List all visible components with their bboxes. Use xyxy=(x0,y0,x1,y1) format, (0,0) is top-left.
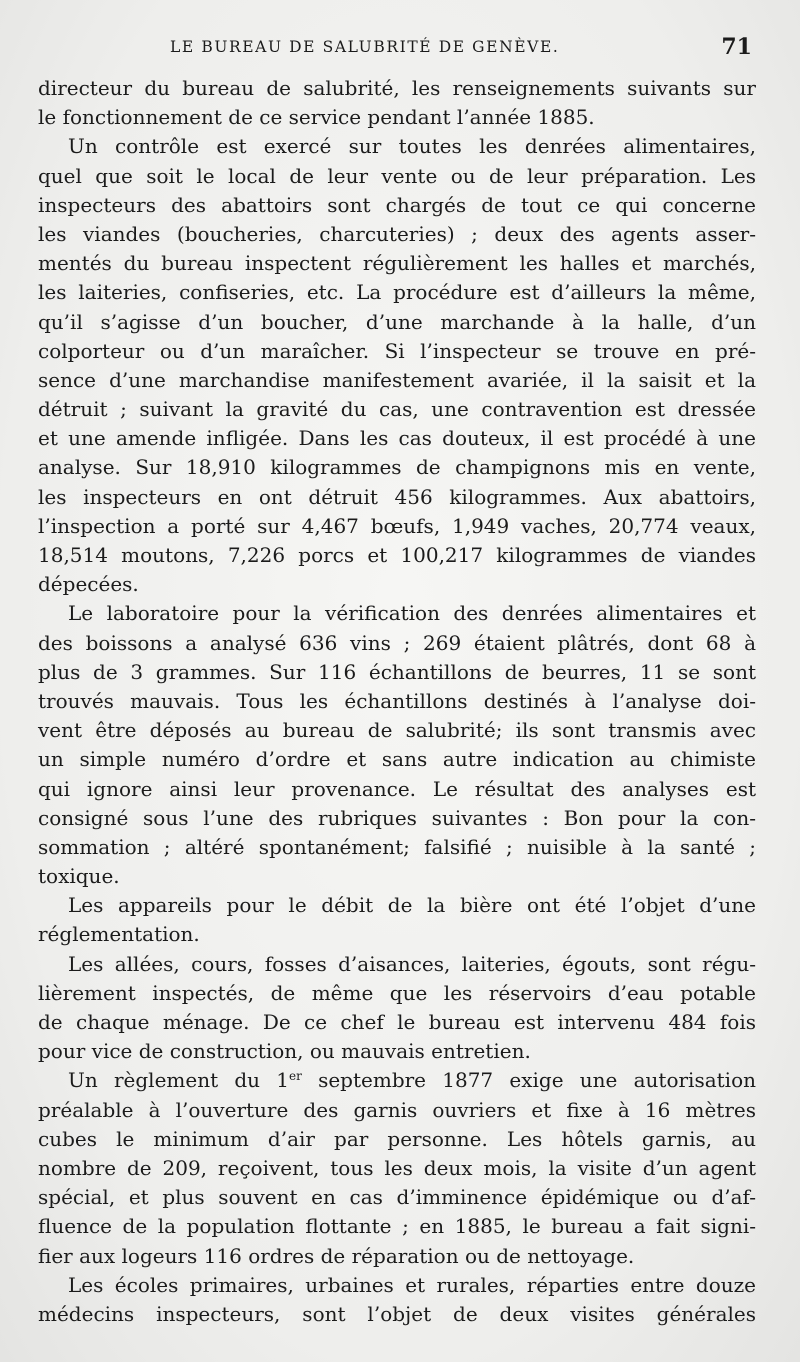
text-line-content: les laiteries, confiseries, etc. La procédure est d’ailleurs la même, xyxy=(38,280,756,305)
text-line xyxy=(38,366,756,395)
text-line-content: qu’il s’agisse d’un boucher, d’une marchande à la halle, d’un xyxy=(38,309,756,334)
text-line-content: spécial, et plus souvent en cas d’imminence épidémique ou d’af- xyxy=(38,1185,756,1210)
text-line xyxy=(38,278,756,307)
text-line-content: inspecteurs des abattoirs sont chargés de tout ce qui concerne xyxy=(38,192,756,217)
text-line-content: les inspecteurs en ont détruit 456 kilogrammes. Aux abattoirs, xyxy=(38,484,756,509)
text-line xyxy=(38,453,756,482)
text-line xyxy=(38,1096,756,1125)
text-line-content: lièrement inspectés, de même que les réservoirs d’eau potable xyxy=(38,980,756,1005)
text-line-content: consigné sous l’une des rubriques suivantes : Bon pour la con- xyxy=(38,805,756,830)
text-line xyxy=(38,920,756,949)
text-line-content: des boissons a analysé 636 vins ; 269 étaient plâtrés, dont 68 à xyxy=(38,630,756,655)
text-line xyxy=(38,308,756,337)
text-line-content: sommation ; altéré spontanément; falsifié ; nuisible à la santé ; xyxy=(38,834,756,859)
text-line-content: de chaque ménage. De ce chef le bureau est intervenu 484 fois xyxy=(38,1010,756,1034)
text-line xyxy=(38,74,756,103)
text-line-content: analyse. Sur 18,910 kilogrammes de champignons mis en vente, xyxy=(38,455,756,480)
text-line xyxy=(38,132,756,161)
text-line xyxy=(38,833,756,862)
text-line xyxy=(38,862,756,891)
text-line xyxy=(38,1271,756,1300)
text-line xyxy=(38,599,756,628)
text-line-content: un simple numéro d’ordre et sans autre indication au chimiste xyxy=(38,747,756,772)
superscript: er xyxy=(289,1069,302,1084)
text-line xyxy=(38,1212,756,1241)
text-line-content: Le laboratoire pour la vérification des denrées alimentaires et xyxy=(68,601,756,626)
text-line-content: qui ignore ainsi leur provenance. Le résultat des analyses est xyxy=(38,776,756,801)
text-line xyxy=(38,1242,756,1271)
text-line xyxy=(38,395,756,424)
text-line-content: mentés du bureau inspectent régulièrement les halles et marchés, xyxy=(38,251,756,276)
text-line-content: nombre de 209, reçoivent, tous les deux mois, la visite d’un agent xyxy=(38,1155,756,1180)
text-line xyxy=(38,249,756,278)
text-line-content: directeur du bureau de salubrité, les renseignements suivants sur xyxy=(38,76,756,100)
text-line xyxy=(38,1066,756,1095)
text-line xyxy=(38,512,756,541)
text-line-content: médecins inspecteurs, sont l’objet de deux visites générales xyxy=(38,1301,756,1326)
text-line-content: trouvés mauvais. Tous les échantillons destinés à l’analyse doi- xyxy=(38,688,756,713)
text-line xyxy=(38,1300,756,1329)
text-line-content: plus de 3 grammes. Sur 116 échantillons de beurres, 11 se sont xyxy=(38,659,756,684)
text-line xyxy=(38,804,756,833)
text-line-content: préalable à l’ouverture des garnis ouvriers et fixe à 16 mètres xyxy=(38,1097,756,1122)
text-line xyxy=(38,1154,756,1183)
text-line-content: Les écoles primaires, urbaines et rurales, réparties entre douze xyxy=(68,1272,756,1297)
text-line xyxy=(38,103,756,132)
text-line xyxy=(38,1037,756,1066)
text-line xyxy=(38,716,756,745)
text-line-continuation: septembre 1877 exige une autorisation xyxy=(301,1068,756,1093)
text-line xyxy=(38,1183,756,1212)
text-line-content: le fonctionnement de ce service pendant l’année 1885. xyxy=(38,105,595,130)
text-line-content: Les appareils pour le débit de la bière ont été l’objet d’une xyxy=(68,893,756,918)
text-line xyxy=(38,1125,756,1154)
page-header xyxy=(40,34,756,64)
text-line-content: quel que soit le local de leur vente ou de leur préparation. Les xyxy=(38,163,756,188)
text-line xyxy=(38,775,756,804)
text-line-content: réglementation. xyxy=(38,922,200,947)
text-line-content: Un règlement du 1 xyxy=(68,1068,289,1093)
text-line-content: pour vice de construction, ou mauvais entretien. xyxy=(38,1039,531,1064)
text-line xyxy=(38,745,756,774)
text-line-content: les viandes (boucheries, charcuteries) ; deux des agents asser- xyxy=(38,221,756,246)
text-line-content: cubes le minimum d’air par personne. Les hôtels garnis, au xyxy=(38,1126,756,1151)
text-line xyxy=(38,483,756,512)
text-line-content: vent être déposés au bureau de salubrité; ils sont transmis avec xyxy=(38,718,756,743)
text-line xyxy=(38,191,756,220)
text-line xyxy=(38,570,756,599)
text-line xyxy=(38,979,756,1008)
text-line xyxy=(38,541,756,570)
text-line xyxy=(38,337,756,366)
text-line xyxy=(38,629,756,658)
text-line-content: toxique. xyxy=(38,864,120,889)
text-line-content: dépecées. xyxy=(38,572,139,597)
text-line-content: fluence de la population flottante ; en 1885, le bureau a fait signi- xyxy=(38,1214,756,1239)
text-line-content: Un contrôle est exercé sur toutes les denrées alimentaires, xyxy=(68,134,756,159)
text-line xyxy=(38,162,756,191)
text-line xyxy=(38,950,756,979)
text-line-content: détruit ; suivant la gravité du cas, une contravention est dressée xyxy=(38,397,756,422)
text-line-content: sence d’une marchandise manifestement avariée, il la saisit et la xyxy=(38,367,756,392)
text-line-content: et une amende infligée. Dans les cas douteux, il est procédé à une xyxy=(38,426,756,451)
text-line-content: l’inspection a porté sur 4,467 bœufs, 1,949 vaches, 20,774 veaux, xyxy=(38,513,756,538)
text-line-content: fier aux logeurs 116 ordres de réparation ou de nettoyage. xyxy=(38,1243,635,1268)
page-number: 71 xyxy=(721,34,752,60)
body-text xyxy=(38,74,756,1329)
text-line-content: colporteur ou d’un maraîcher. Si l’inspecteur se trouve en pré- xyxy=(38,338,756,363)
text-line xyxy=(38,658,756,687)
text-line xyxy=(38,220,756,249)
text-line-content: 18,514 moutons, 7,226 porcs et 100,217 kilogrammes de viandes xyxy=(38,543,756,567)
text-line-content: Les allées, cours, fosses d’aisances, laiteries, égouts, sont régu- xyxy=(68,951,756,976)
text-line xyxy=(38,687,756,716)
text-line xyxy=(38,1008,756,1037)
running-head: LE BUREAU DE SALUBRITÉ DE GENÈVE. xyxy=(170,38,560,56)
text-line xyxy=(38,891,756,920)
text-line xyxy=(38,424,756,453)
